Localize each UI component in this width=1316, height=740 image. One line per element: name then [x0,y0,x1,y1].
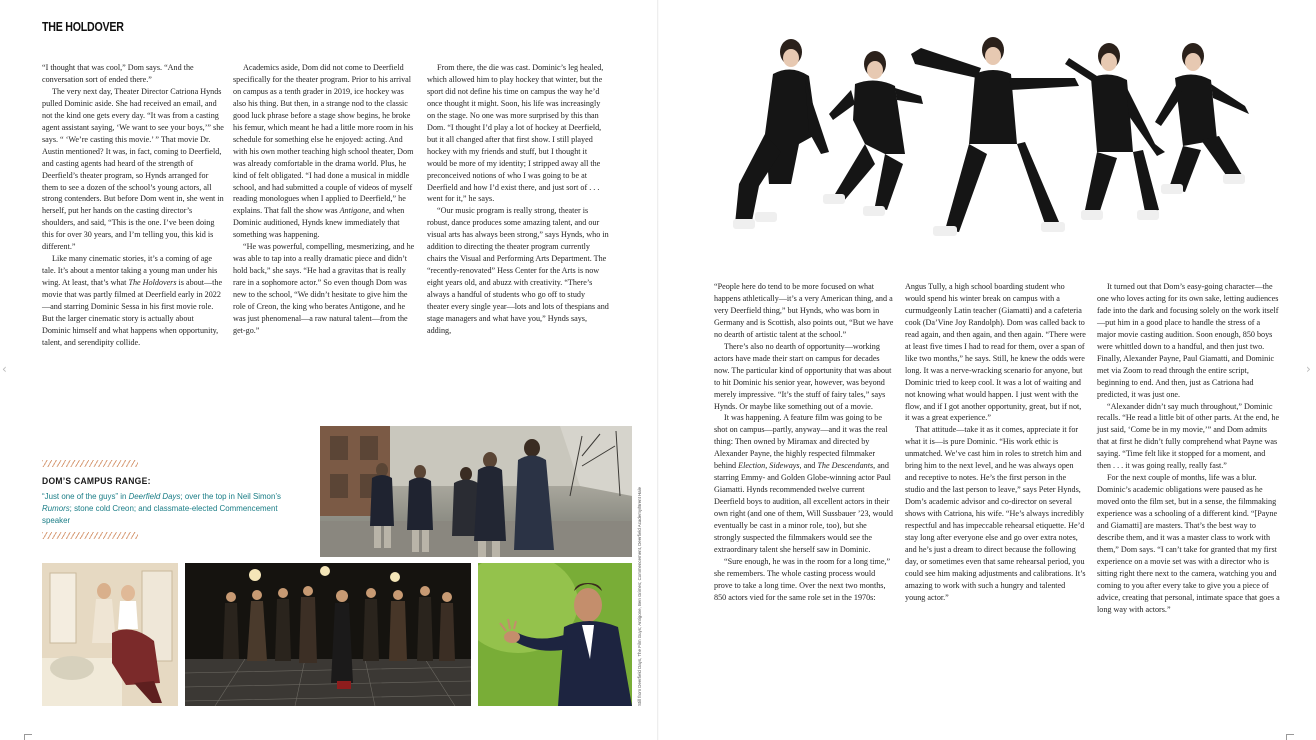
body-text-run: That attitude—take it as it comes, appreciate it for what it is—is pure Dominic. “His work ethic is unmatched. We’ve cast him in roles to stretch him and bring him to the next level, and he was always open and receptive to notes. He’s the first person in the studio and the last person to leave,” says Peter Hynds, Dom’s academic advisor and co-director on several shows with Catriona, his wife. “He’s always incredibly respectful and has impeccable rehearsal etiquette. He’d stay long after everyone else and go over extra notes, and he’s just a dream to direct because the following day, or sometimes even that same rehearsal period, you could see him making adjustments and calibrations. It’s amazing to work with such a hungry and talented young actor.” [905,425,1086,602]
prev-page-arrow-icon[interactable]: ‹ [2,362,7,376]
article-column-1 [42,62,224,349]
sidebar-title: DOM’S CAMPUS RANGE: [42,476,151,487]
crop-mark [24,734,32,740]
body-text-run: “Just one of the guys” in [42,491,129,501]
article-column-4 [714,281,894,604]
body-text-run: It was happening. A feature film was going to be shot on campus—partly, anyway—and it was the real thing: Then owned by Miramax and directed by Alexander Payne, the highly respected filmmaker behind [714,413,888,471]
article-paragraph [714,556,894,604]
body-text-run: , and [799,461,818,471]
body-text-run: , and when Dominic auditioned, Hynds knew immediately that something was happening. [233,206,405,240]
article-paragraph [233,241,415,337]
body-text-run: Academics aside, Dom did not come to Deerfield specifically for the theater program. Prior to his arrival on campus as a tenth grader in 2019, ice hockey was also his thing. But then, in a strange nod to the classic good luck phrase before a stage show begins, he broke his femur, which meant he had a little more room in his schedule for something else he enjoyed: acting. And with his own mother teaching high school theater, Dom was already comfortable in the drama world. Plus, he kind of felt obligated. “I had done a musical in middle school, and had submitted a couple of videos of myself reading monologues when I applied to Deerfield,” he explains. That fall the show was [233,63,414,216]
article-column-5 [905,281,1087,604]
italic-title-text: Antigone [339,206,369,216]
rumors-stage-photo [42,563,178,706]
jumping-sequence-photo [725,34,1265,246]
article-paragraph [42,86,224,253]
article-paragraph [1097,401,1281,473]
body-text-run: ; over the top in Neil Simon’s [180,491,281,501]
body-text-run: “Our music program is really strong, theater is robust, dance produces some amazing talent, and our visual arts has always been strong,” says Hynds, who in addition to directing the theater program currently chairs the Visual and Performing Arts Department. The “recently-renovated” Hess Center for the Arts is now eight years old, and abuzz with creativity. “There’s always a handful of students who go off to study theater every single year—lots and lots of thespians and stage managers and what have you,” Hynds says, adding, [427,206,609,335]
hatch-rule-bottom [42,532,138,539]
body-text-run: , and starring Emmy- and Golden Globe-winning actor Paul Giamatti. Hynds recommended twelve current Deerfield boys to audition, all excellent actors in their own right (and one of them, Will Sussbauer ’23, would eventually be cast in a minor role, too), but she strongly suspected the filmmakers would see the extraordinary talent she herself saw in Dominic. [714,461,893,554]
article-paragraph [905,424,1087,603]
body-text-run: “People here do tend to be more focused on what happens athletically—it’s a very American thing, and a very Deerfield thing,” but Hynds, who was born in Germany and is Scottish, also points out, “But we have no dearth of artistic talent at the school.” [714,282,894,339]
crop-mark [1286,734,1294,740]
italic-title-text: Election [738,461,766,471]
article-paragraph [1097,472,1281,615]
body-text-run: Like many cinematic stories, it’s a coming of age tale. It’s about a mentor taking a young man under his wing. At least, that’s what [42,254,218,288]
italic-title-text: Rumors [42,503,70,513]
italic-title-text: Sideways [769,461,800,471]
right-page [658,0,1316,740]
body-text-run: “Alexander didn’t say much throughout,” Dominic recalls. “He read a little bit of other parts. At the end, he just said, ‘Come be in my movie,’” and Dom admits that at first he didn’t fully comprehend what Payne was saying. “Time felt like it stopped for a moment, and then . . . it was going really, really fast.” [1097,401,1280,471]
article-column-2 [233,62,415,337]
article-column-3 [427,62,609,337]
italic-title-text: The Holdovers [128,278,177,288]
antigone-stage-photo [185,563,471,706]
body-text-run: Angus Tully, a high school boarding student who would spend his winter break on campus with a curmudgeonly Latin teacher (Giamatti) and a cafeteria cook (Da’Vine Joy Randolph). Dom was called back to read again, and then again, and then again. “There were at least five times I had to read for them, over a span of like two months,” he says. Still, he knew the odds were long. It was a nerve-wracking scenario for anyone, but Dominic tried to keep cool. It was a lot of waiting and not knowing what would happen. I just went with the flow, and if I got another opportunity, great, but if not, it was a great experience.” [905,282,1086,423]
italic-title-text: Deerfield Days [128,491,181,501]
article-paragraph [42,62,224,86]
article-paragraph [905,281,1087,424]
body-text-run: is about—the movie that was partly filmed at Deerfield early in 2022—and starring Dominic Sessa in his first movie role. But the larger cinematic story is actually about Dominic himself and what happens when opportunity, talent, and serendipity collide. [42,278,223,347]
commencement-speaker-photo [478,563,632,706]
body-text-run: ; stone cold Creon; and classmate-elected Commencement speaker [42,503,278,525]
photo-credit: Still from Deerfield Days, The Film Guys; Antigone, Ben Grimes; Commencement, Deerfield Academy/Brent Hale [637,486,642,706]
article-paragraph [714,281,894,341]
next-page-arrow-icon[interactable]: › [1306,362,1311,376]
body-text-run: From there, the die was cast. Dominic’s leg healed, which allowed him to play hockey that winter, but the sport did not define his time on campus the way he’d once thought it might. Soon, his life was increasingly on the stage. No one was more surprised by this than Dom. “I thought I’d play a lot of hockey at Deerfield, but it all changed after that first show. I still played hockey with my friends and stuff, but I thought it would be more of my identity; I stripped away all the preconceived notions of who I was going to be at Deerfield and how I’d exist there, and just sort of . . . went for it,” he says. [427,63,604,204]
body-text-run: For the next couple of months, life was a blur. Dominic’s academic obligations were paused as he moved onto the film set, but in a sense, the filmmaking experience was a schooling of a different kind. “[Payne and Giamatti] are masters. That’s the best way to describe them, and it was a master class to work with them,” Dom says. “I can’t take for granted that my first experience on a movie set was with a director who is sitting right there next to the camera, watching you and coming to you after every take to give you a piece of advice, creating that personal, intimate space that goes a long way with actors.” [1097,473,1280,614]
article-paragraph [714,341,894,413]
hatch-rule-top [42,460,138,467]
body-text-run: “Sure enough, he was in the room for a long time,” she remembers. The whole casting process would prove to take a long time. Over the next two months, 850 actors vied for the same role set in the 1970s: [714,556,891,602]
article-paragraph [1097,281,1281,401]
campus-range-sidebar [42,460,304,539]
sidebar-text [42,490,304,526]
article-paragraph [427,62,609,205]
article-paragraph [42,253,224,349]
article-paragraph [714,412,894,555]
italic-title-text: The Descendants [817,461,874,471]
article-column-6 [1097,281,1281,616]
body-text-run: , [765,461,770,471]
students-walking-photo [320,426,632,557]
running-head: THE HOLDOVER [42,19,124,34]
body-text-run: “He was powerful, compelling, mesmerizing, and he was able to tap into a really dramatic piece and didn’t hold back,” she says. “He had a gravitas that is really rare in a sophomore actor.” So even though Dom was new to the school, “We didn’t hesitate to give him the role of Creon, the king who berates Antigone, and he was just phenomenal—a raw natural talent—from the get-go.” [233,242,415,335]
body-text-run: There’s also no dearth of opportunity—working actors have made their start on campus for decades now. The particular kind of opportunity that was about to hit Dominic his senior year, however, was beyond merely impressive. “It’s the stuff of fairy tales,” says Hynds. Or maybe like something out of a movie. [714,341,892,411]
body-text-run: It turned out that Dom’s easy-going character—the one who loves acting for its own sake, letting audiences fade into the dark and focusing solely on the work itself—put him in a good place to handle the stress of a major movie casting audition. Soon enough, 850 boys were whittled down to a handful, and then just two. Finally, Alexander Payne, Paul Giamatti, and Dominic met via Zoom to read through the entire script, beginning to end. And then, just as Catriona had predicted, it was just one. [1097,282,1279,399]
body-text-run: The very next day, Theater Director Catriona Hynds pulled Dominic aside. She had received an email, and not the kind one gets every day. “It was from a casting agent assistant saying, ‘We want to see your boys,’” she says. “ ‘We’re casting this movie.’ ” That movie Dr. Austin mentioned? It was, in fact, coming to Deerfield, and casting agents had heard of the strength of Deerfield’s theater program, so Hynds arranged for them to see a dozen of the school’s young actors, all strong contenders. But before Dom went in, she went in herself, put her hands on the casting director’s shoulders, and said, “This is the one. I’ve been doing this for over 30 years, and I’m telling you, this kid is different.” [42,86,224,252]
body-text-run: “I thought that was cool,” Dom says. “And the conversation sort of ended there.” [42,63,194,84]
article-paragraph [233,62,415,241]
article-paragraph [427,205,609,336]
